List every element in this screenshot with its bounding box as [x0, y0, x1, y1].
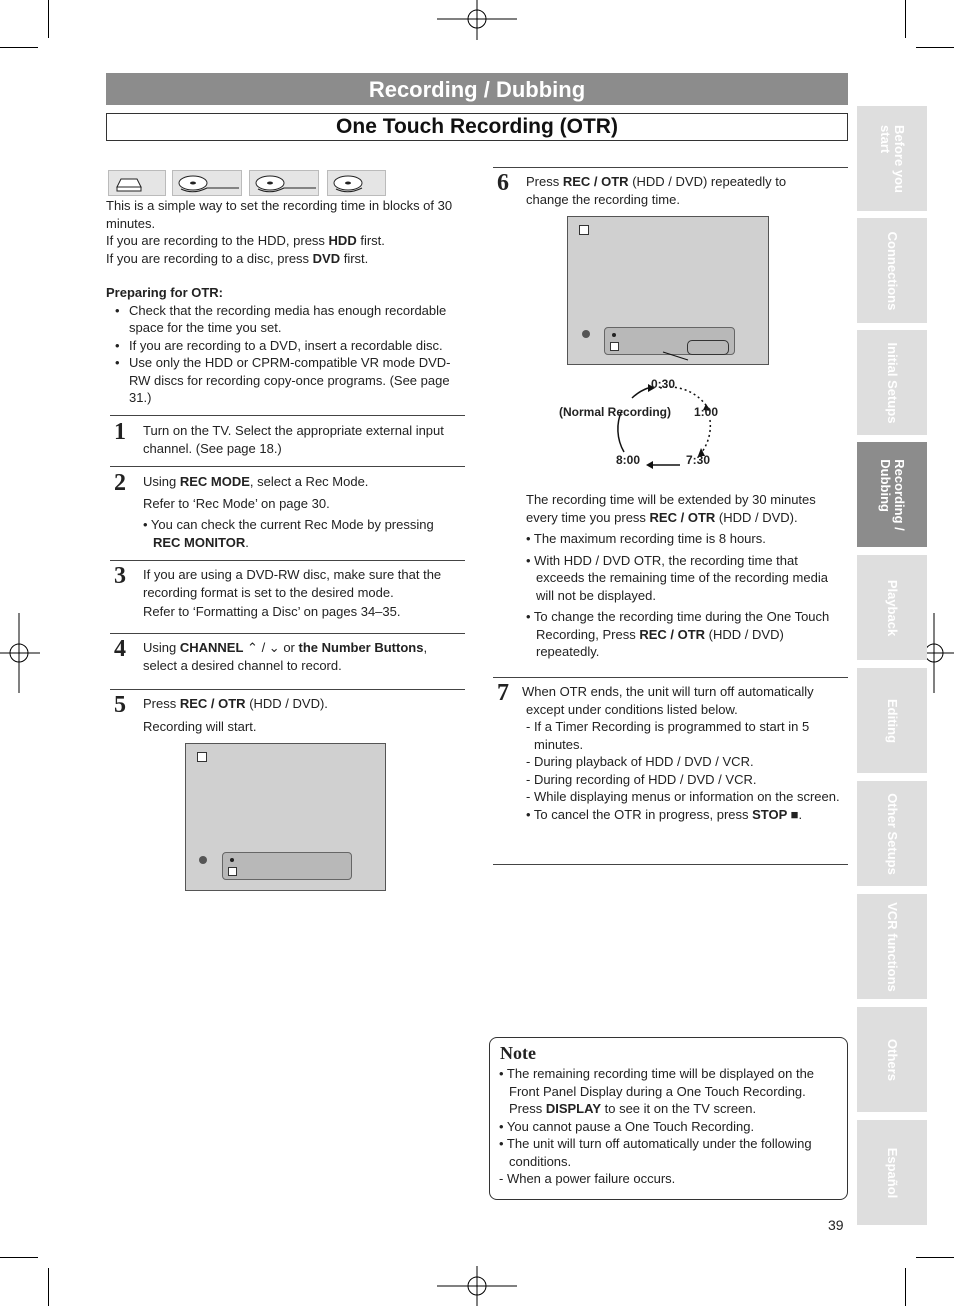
step-number: 3: [114, 563, 126, 589]
step-4-text: Using CHANNEL ⌃ / ⌄ or the Number Buttons, select a desired channel to record.: [143, 640, 428, 673]
preparing-item: • Check that the recording media has enough recordable space for the time you set.: [115, 302, 447, 335]
time-label: 0:30: [651, 377, 676, 391]
preparing-heading: Preparing for OTR:: [106, 285, 224, 300]
osd-bar: [222, 852, 352, 880]
page-number: 39: [828, 1217, 844, 1233]
step-number: 7: [497, 680, 509, 706]
intro-text: This is a simple way to set the recording time in blocks of 30 minutes.: [106, 198, 453, 231]
preparing-item: • Use only the HDD or CPRM-compatible VR mode DVD-RW discs for recording copy-once programs. (See page 31.): [115, 355, 451, 405]
dvd-r-icon: [327, 170, 386, 196]
registration-mark-bottom: [437, 1266, 517, 1306]
tab-connections[interactable]: Connections: [857, 218, 927, 323]
otr-explanation: The recording time will be extended by 30 minutes every time you press REC / OTR (HDD / DVD). • The maximum recording time is 8 hours. • With HDD / DVD OTR, the recording time that exceeds the remaining time of the recording media will not be displayed. • To change the recording time during the One Touch Recording, Press REC / OTR (HDD / DVD) repeatedly.: [526, 492, 830, 659]
tab-espanol[interactable]: Español: [857, 1120, 927, 1225]
channel-down-icon: ⌄: [268, 640, 280, 655]
step-number: 4: [114, 636, 126, 662]
tab-other-setups[interactable]: Other Setups: [857, 781, 927, 886]
step-number: 2: [114, 470, 126, 496]
registration-mark-left: [0, 613, 40, 693]
record-indicator-icon: [579, 225, 589, 235]
crop-mark: [48, 1268, 49, 1306]
step-1-text: Turn on the TV. Select the appropriate external input channel. (See page 18.): [143, 423, 444, 456]
tab-editing[interactable]: Editing: [857, 668, 927, 773]
condition-item: - During recording of HDD / DVD / VCR.: [526, 771, 757, 787]
step-6-text: Press REC / OTR (HDD / DVD) repeatedly to change the recording time.: [526, 174, 787, 207]
step-3-text: If you are using a DVD-RW disc, make sure that the recording format is set to the desired mode. Refer to ‘Formatting a Disc’ on pages 34–35.: [143, 567, 442, 619]
note-text: • The remaining recording time will be displayed on the Front Panel Display during a One Touch Recording. Press DISPLAY to see it on the TV screen. • You cannot pause a One Touch Recording. • The unit will turn off automatically under the following conditions. - When a power failure occurs.: [499, 1066, 815, 1186]
time-label: 1:00: [694, 405, 719, 419]
divider: [493, 864, 848, 865]
crop-mark: [916, 1257, 954, 1258]
step-2-text: Using REC MODE, select a Rec Mode. Refer to ‘Rec Mode’ on page 30. • You can check the current Rec Mode by pressing REC MONITOR.: [143, 474, 434, 550]
tab-playback[interactable]: Playback: [857, 555, 927, 660]
tab-recording-dubbing[interactable]: Recording / Dubbing: [857, 442, 927, 547]
crop-mark: [48, 0, 49, 38]
preparing-item: • If you are recording to a DVD, insert a recordable disc.: [115, 337, 443, 353]
step-number: 5: [114, 692, 126, 718]
step-7-text: When OTR ends, the unit will turn off automatically except under conditions listed below. - If a Timer Recording is programmed to start in 5 minutes. - During playback of HDD / DVD / VCR. - During recording of HDD / DVD / VCR. - While displaying menus or information on the screen. • To cancel the OTR in progress, press STOP ■.: [522, 684, 840, 822]
record-dot-icon: [199, 856, 207, 864]
note-box: [489, 1037, 848, 1200]
divider: [110, 415, 465, 416]
crop-mark: [905, 0, 906, 38]
condition-item: - During playback of HDD / DVD / VCR.: [526, 754, 754, 769]
divider: [110, 466, 465, 467]
time-label: 8:00: [616, 453, 641, 467]
crop-mark: [0, 1257, 38, 1258]
divider: [493, 677, 848, 678]
tv-screen-illustration: [185, 743, 386, 891]
hdd-icon: [108, 170, 166, 196]
page-title: One Touch Recording (OTR): [106, 113, 848, 141]
divider: [110, 689, 465, 690]
section-banner: Recording / Dubbing: [106, 73, 848, 105]
divider: [493, 167, 848, 168]
tab-vcr-functions[interactable]: VCR functions: [857, 894, 927, 999]
preparing-section: [106, 284, 466, 407]
record-indicator-icon: [197, 752, 207, 762]
time-label: 7:30: [686, 453, 711, 467]
intro-dvd: If you are recording to a disc, press DVD first.: [106, 250, 369, 266]
intro-hdd: If you are recording to the HDD, press HDD first.: [106, 233, 385, 248]
channel-up-icon: ⌃: [247, 640, 258, 655]
crop-mark: [916, 47, 954, 48]
tab-others[interactable]: Others: [857, 1007, 927, 1112]
dvd-rw-video-icon: [249, 170, 319, 196]
step-5-text: Press REC / OTR (HDD / DVD). Recording will start.: [143, 696, 328, 734]
intro: [106, 197, 466, 267]
step-number: 1: [114, 419, 126, 445]
tab-before-you-start[interactable]: Before you start: [857, 106, 927, 211]
crop-mark: [0, 47, 38, 48]
normal-recording-label: (Normal Recording): [559, 405, 672, 419]
condition-item: - While displaying menus or information on the screen.: [526, 789, 840, 804]
record-dot-icon: [582, 330, 590, 338]
condition-item: - If a Timer Recording is programmed to start in 5 minutes.: [526, 719, 810, 752]
divider: [110, 633, 465, 634]
divider: [110, 560, 465, 561]
step-number: 6: [497, 170, 509, 196]
crop-mark: [905, 1268, 906, 1306]
registration-mark-top: [437, 0, 517, 40]
dvd-rw-vr-icon: [172, 170, 242, 196]
tab-initial-setups[interactable]: Initial Setups: [857, 330, 927, 435]
note-heading: Note: [500, 1043, 536, 1063]
